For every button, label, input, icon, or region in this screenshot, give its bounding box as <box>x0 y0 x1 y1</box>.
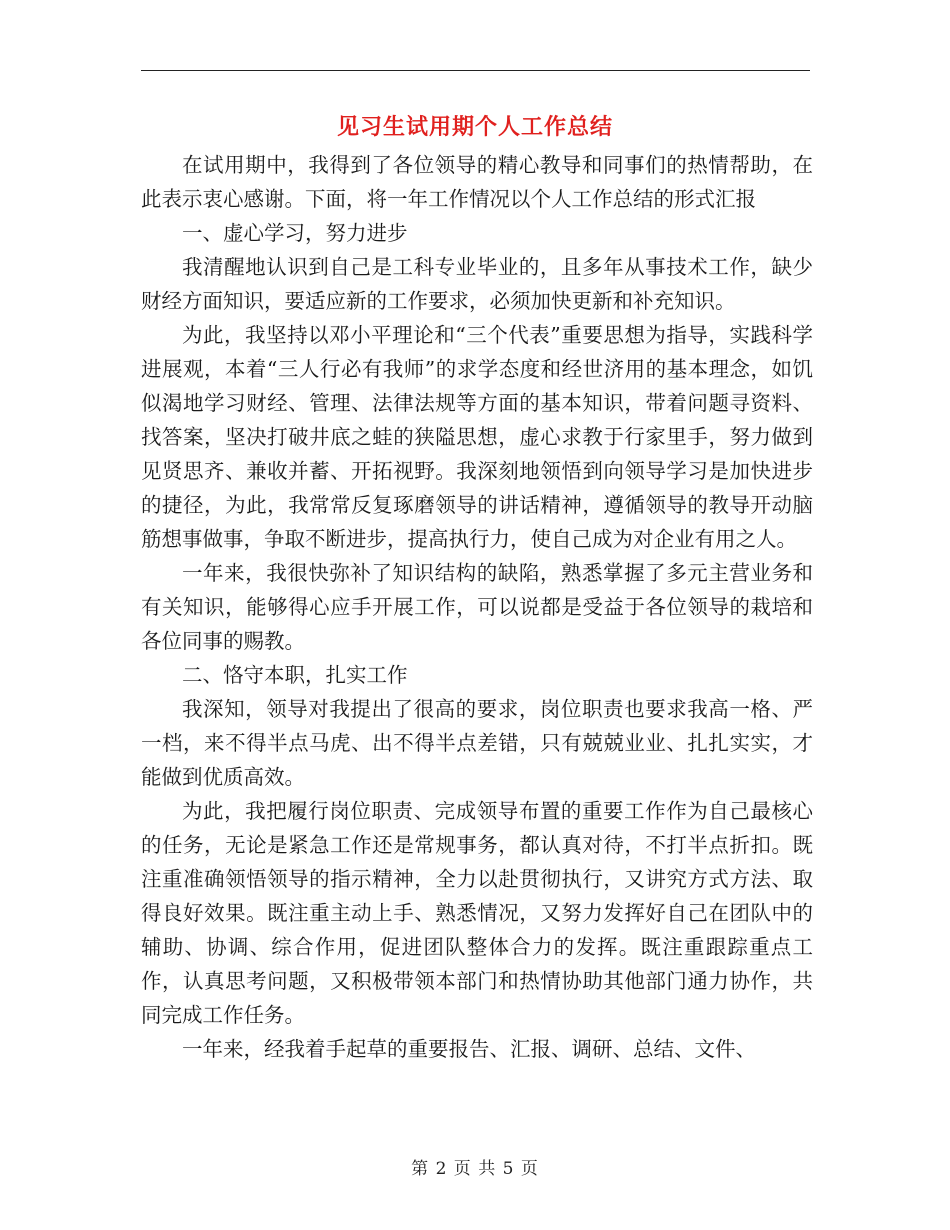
paragraph-intro: 在试用期中，我得到了各位领导的精心教导和同事们的热情帮助，在此表示衷心感谢。下面，将一年工作情况以个人工作总结的形式汇报 <box>141 153 813 211</box>
section-heading-2: 二、恪守本职，扎实工作 <box>182 663 408 687</box>
paragraph: 一年来，经我着手起草的重要报告、汇报、调研、总结、文件、 <box>182 1037 756 1061</box>
paragraph: 为此，我把履行岗位职责、完成领导布置的重要工作作为自己最核心的任务，无论是紧急工作还是常规事务，都认真对待，不打半点折扣。既注重准确领悟领导的指示精神，全力以赴贯彻执行，又讲究方式方法、取得良好效果。既注重主动上手、熟悉情况，又努力发挥好自己在团队中的辅助、协调、综合作用，促进团队整体合力的发挥。既注重跟踪重点工作，认真思考问题，又积极带领本部门和热情协助其他部门通力协作，共同完成工作任务。 <box>141 799 813 1027</box>
paragraph: 为此，我坚持以邓小平理论和“三个代表”重要思想为指导，实践科学进展观，本着“三人行必有我师”的求学态度和经世济用的基本理念，如饥似渴地学习财经、管理、法律法规等方面的基本知识，带着问题寻资料、找答案，坚决打破井底之蛙的狭隘思想，虚心求教于行家里手，努力做到见贤思齐、兼收并蓄、开拓视野。我深刻地领悟到向领导学习是加快进步的捷径，为此，我常常反复琢磨领导的讲话精神，遵循领导的教导开动脑筋想事做事，争取不断进步，提高执行力，使自己成为对企业有用之人。 <box>141 323 813 551</box>
paragraph: 我深知，领导对我提出了很高的要求，岗位职责也要求我高一格、严一档，来不得半点马虎、出不得半点差错，只有兢兢业业、扎扎实实，才能做到优质高效。 <box>141 697 813 789</box>
header-rule <box>141 70 810 71</box>
paragraph: 一年来，我很快弥补了知识结构的缺陷，熟悉掌握了多元主营业务和有关知识，能够得心应手开展工作，可以说都是受益于各位领导的栽培和各位同事的赐教。 <box>141 561 813 653</box>
section-heading-1: 一、虚心学习，努力进步 <box>182 221 408 245</box>
document-title: 见习生试用期个人工作总结 <box>336 114 613 140</box>
page-number-footer: 第 2 页 共 5 页 <box>411 1159 539 1179</box>
paragraph: 我清醒地认识到自己是工科专业毕业的，且多年从事技术工作，缺少财经方面知识，要适应新的工作要求，必须加快更新和补充知识。 <box>141 255 813 313</box>
document-body <box>141 148 813 1066</box>
